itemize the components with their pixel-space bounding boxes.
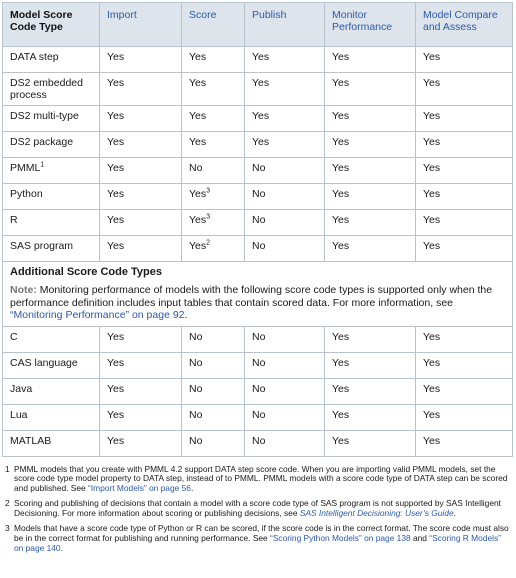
cell-model-compare <box>416 132 513 158</box>
cell-score-code-type <box>3 184 100 210</box>
document-page <box>2 2 512 559</box>
cell-monitor-performance-text: Yes <box>332 110 350 122</box>
cell-import <box>100 236 182 262</box>
cell-monitor-performance <box>325 73 416 106</box>
cell-publish <box>245 158 325 184</box>
cell-monitor-performance <box>325 210 416 236</box>
cell-monitor-performance-text: Yes <box>332 77 350 89</box>
cell-monitor-performance <box>325 236 416 262</box>
cell-monitor-performance-text: Yes <box>332 240 350 252</box>
cell-import-text: Yes <box>107 188 125 200</box>
footnote-text: PMML models that you create with PMML 4.2 support DATA step score code. When you are importing valid PMML models, set the score code type model property to DATA step, instead of to PMML. PMML models with a score code type of DATA step can be scored and published. See <box>14 463 508 493</box>
cell-score-text: No <box>189 382 203 395</box>
cell-score-text: Yes <box>189 110 207 122</box>
header-model-compare-and-assess: Model Compare and Assess <box>416 3 513 47</box>
table-row <box>3 73 513 106</box>
footnote-link[interactable]: “Scoring R Models” on page 140 <box>14 533 501 553</box>
cell-publish-text: Yes <box>252 77 270 89</box>
main-table-body <box>3 47 513 262</box>
cell-publish-text: No <box>252 356 266 369</box>
table-row <box>3 132 513 158</box>
table-row <box>3 352 513 378</box>
footnote-ref: 1 <box>40 161 45 169</box>
cell-score-code-type-text: CAS language <box>10 356 78 369</box>
cell-score-code-type-text: C <box>10 330 18 343</box>
cell-monitor-performance-text: Yes <box>332 136 350 148</box>
cell-import <box>100 352 182 378</box>
cell-publish <box>245 73 325 106</box>
cell-model-compare-text: Yes <box>423 240 441 252</box>
cell-model-compare <box>416 158 513 184</box>
cell-score-code-type-text: Python <box>10 188 43 200</box>
cell-score-text: Yes <box>189 214 207 226</box>
cell-score-text: No <box>189 162 203 174</box>
additional-table-body <box>3 326 513 456</box>
note-end: . <box>184 309 188 321</box>
cell-import-text: Yes <box>107 240 125 252</box>
cell-score-code-type-text: DS2 embedded process <box>10 77 83 101</box>
additional-section-cell <box>3 262 513 327</box>
cell-model-compare-text: Yes <box>423 110 441 122</box>
cell-import <box>100 430 182 456</box>
cell-score <box>182 352 245 378</box>
header-model-score-code-type: Model Score Code Type <box>3 3 100 47</box>
cell-import-text: Yes <box>107 162 125 174</box>
cell-score-text: No <box>189 434 203 447</box>
cell-score-code-type <box>3 210 100 236</box>
cell-monitor-performance-text: Yes <box>332 162 350 174</box>
cell-publish-text: Yes <box>252 136 270 148</box>
cell-score-code-type <box>3 47 100 73</box>
cell-score-text: Yes <box>189 77 207 89</box>
footnote-text: and <box>410 533 430 544</box>
footnote-link[interactable]: “Scoring Python Models” on page 138 <box>270 533 411 544</box>
footnote-link[interactable]: “Import Models” on page 56 <box>88 482 191 493</box>
cell-monitor-performance-text: Yes <box>332 434 350 447</box>
footnote-2 <box>2 499 512 518</box>
cell-import-text: Yes <box>107 77 125 89</box>
cell-import <box>100 132 182 158</box>
cell-score-text: No <box>189 330 203 343</box>
footnote-number: 3 <box>5 523 10 534</box>
cell-model-compare <box>416 236 513 262</box>
cell-monitor-performance-text: Yes <box>332 51 350 63</box>
cell-publish <box>245 378 325 404</box>
footnotes <box>2 465 512 554</box>
cell-publish <box>245 352 325 378</box>
cell-import-text: Yes <box>107 356 125 369</box>
cell-monitor-performance-text: Yes <box>332 188 350 200</box>
note-label: Note: <box>10 284 37 296</box>
cell-score-code-type-text: SAS program <box>10 240 74 252</box>
cell-score-code-type <box>3 132 100 158</box>
cell-score-text: No <box>189 356 203 369</box>
cell-publish <box>245 430 325 456</box>
cell-score-code-type <box>3 326 100 352</box>
cell-score-text: Yes <box>189 51 207 63</box>
cell-publish <box>245 106 325 132</box>
header-publish: Publish <box>245 3 325 47</box>
cell-model-compare <box>416 430 513 456</box>
cell-score-code-type <box>3 73 100 106</box>
cell-monitor-performance <box>325 47 416 73</box>
cell-import-text: Yes <box>107 434 125 447</box>
cell-score <box>182 378 245 404</box>
cell-model-compare <box>416 106 513 132</box>
cell-model-compare-text: Yes <box>423 330 441 343</box>
footnote-text: . <box>453 507 456 518</box>
cell-score-code-type <box>3 378 100 404</box>
cell-publish <box>245 236 325 262</box>
cell-import-text: Yes <box>107 382 125 395</box>
cell-publish <box>245 184 325 210</box>
header-monitor-performance: Monitor Performance <box>325 3 416 47</box>
footnote-number: 1 <box>5 463 10 474</box>
footnote-ref: 3 <box>206 187 211 195</box>
cell-monitor-performance <box>325 326 416 352</box>
footnote-doc-title: SAS Intelligent Decisioning: User’s Guide <box>299 507 454 518</box>
cell-import <box>100 210 182 236</box>
cell-model-compare <box>416 210 513 236</box>
cell-publish-text: No <box>252 382 266 395</box>
cell-monitor-performance <box>325 158 416 184</box>
cell-publish-text: No <box>252 408 266 421</box>
cell-monitor-performance <box>325 106 416 132</box>
cell-publish-text: No <box>252 188 266 200</box>
cell-model-compare <box>416 352 513 378</box>
cell-import <box>100 106 182 132</box>
table-row <box>3 430 513 456</box>
cell-model-compare-text: Yes <box>423 51 441 63</box>
table-row <box>3 378 513 404</box>
table-row <box>3 210 513 236</box>
cell-score-code-type <box>3 430 100 456</box>
cell-model-compare <box>416 404 513 430</box>
cell-monitor-performance <box>325 430 416 456</box>
cell-publish-text: No <box>252 240 266 252</box>
cell-score-code-type <box>3 236 100 262</box>
cell-monitor-performance <box>325 378 416 404</box>
cell-import <box>100 378 182 404</box>
cell-publish-text: No <box>252 434 266 447</box>
additional-section-row <box>3 262 513 327</box>
footnote-1 <box>2 465 512 494</box>
cell-score-code-type-text: Java <box>10 382 33 395</box>
cell-publish <box>245 404 325 430</box>
monitoring-performance-link[interactable]: “Monitoring Performance” on page 92 <box>10 309 185 321</box>
cell-monitor-performance-text: Yes <box>332 330 350 343</box>
cell-publish-text: No <box>252 162 266 174</box>
cell-import <box>100 158 182 184</box>
header-score: Score <box>182 3 245 47</box>
cell-score <box>182 326 245 352</box>
cell-import <box>100 326 182 352</box>
cell-publish-text: Yes <box>252 51 270 63</box>
footnote-text: . <box>190 482 194 493</box>
cell-score-text: No <box>189 408 203 421</box>
cell-score <box>182 184 245 210</box>
table-row <box>3 158 513 184</box>
cell-import <box>100 73 182 106</box>
cell-score <box>182 430 245 456</box>
cell-score-code-type-text: DS2 multi-type <box>10 110 79 122</box>
footnote-number: 2 <box>5 498 10 509</box>
cell-monitor-performance-text: Yes <box>332 408 350 421</box>
cell-model-compare-text: Yes <box>423 408 441 421</box>
cell-import-text: Yes <box>107 214 125 226</box>
cell-model-compare-text: Yes <box>423 188 441 200</box>
cell-publish <box>245 326 325 352</box>
cell-score-code-type-text: DATA step <box>10 51 59 63</box>
footnote-text: Models that have a score code type of Python or R can be scored, if the score code is in the correct format. The score code must also be in the correct format for publishing and running performance. See <box>14 523 509 544</box>
additional-section-title: Additional Score Code Types <box>10 266 162 278</box>
cell-publish-text: No <box>252 214 266 226</box>
table-row <box>3 106 513 132</box>
cell-import <box>100 47 182 73</box>
cell-import <box>100 184 182 210</box>
footnote-ref: 3 <box>206 213 211 221</box>
footnote-ref: 2 <box>206 239 211 247</box>
cell-model-compare-text: Yes <box>423 162 441 174</box>
cell-score-code-type <box>3 404 100 430</box>
cell-monitor-performance <box>325 404 416 430</box>
cell-model-compare-text: Yes <box>423 356 441 369</box>
cell-score-code-type <box>3 158 100 184</box>
note-text: Monitoring performance of models with the following score code types is supported only when the performance definition includes input tables that contain scored data. For more information, see <box>10 284 493 309</box>
header-import: Import <box>100 3 182 47</box>
cell-model-compare-text: Yes <box>423 214 441 226</box>
cell-model-compare-text: Yes <box>423 382 441 395</box>
cell-score <box>182 210 245 236</box>
cell-score <box>182 106 245 132</box>
table-row <box>3 236 513 262</box>
cell-score-code-type-text: Lua <box>10 408 28 421</box>
table-row <box>3 47 513 73</box>
cell-model-compare-text: Yes <box>423 77 441 89</box>
cell-monitor-performance-text: Yes <box>332 382 350 395</box>
cell-score <box>182 236 245 262</box>
cell-score-text: Yes <box>189 240 207 252</box>
cell-model-compare-text: Yes <box>423 136 441 148</box>
cell-publish <box>245 210 325 236</box>
cell-score <box>182 404 245 430</box>
cell-model-compare <box>416 378 513 404</box>
cell-score-text: Yes <box>189 188 207 200</box>
cell-model-compare <box>416 184 513 210</box>
cell-score-code-type-text: MATLAB <box>10 434 52 447</box>
cell-score-code-type-text: PMML <box>10 162 41 174</box>
cell-import-text: Yes <box>107 136 125 148</box>
cell-publish-text: No <box>252 330 266 343</box>
cell-model-compare-text: Yes <box>423 434 441 447</box>
cell-model-compare <box>416 326 513 352</box>
footnote-text: Scoring and publishing of decisions that contain a model with a score code type of SAS program is not supported by SAS Intelligent Decisioning. For more information about scoring or publishing decisions, see <box>14 498 501 518</box>
cell-monitor-performance <box>325 184 416 210</box>
cell-publish <box>245 47 325 73</box>
cell-import-text: Yes <box>107 110 125 122</box>
cell-model-compare <box>416 47 513 73</box>
cell-import-text: Yes <box>107 330 125 343</box>
cell-score-code-type <box>3 106 100 132</box>
cell-monitor-performance <box>325 352 416 378</box>
cell-score <box>182 132 245 158</box>
cell-monitor-performance <box>325 132 416 158</box>
cell-score-code-type-text: DS2 package <box>10 136 74 148</box>
cell-score-code-type-text: R <box>10 214 18 226</box>
footnote-text: . <box>60 542 63 553</box>
cell-import-text: Yes <box>107 408 125 421</box>
cell-score <box>182 158 245 184</box>
cell-score-text: Yes <box>189 136 207 148</box>
cell-score-code-type <box>3 352 100 378</box>
cell-model-compare <box>416 73 513 106</box>
cell-publish <box>245 132 325 158</box>
cell-score <box>182 73 245 106</box>
cell-import-text: Yes <box>107 51 125 63</box>
footnote-3 <box>2 524 512 553</box>
table-row <box>3 184 513 210</box>
cell-publish-text: Yes <box>252 110 270 122</box>
cell-import <box>100 404 182 430</box>
cell-monitor-performance-text: Yes <box>332 214 350 226</box>
table-row <box>3 404 513 430</box>
additional-section-note <box>10 284 506 322</box>
cell-score <box>182 47 245 73</box>
cell-monitor-performance-text: Yes <box>332 356 350 369</box>
table-row <box>3 326 513 352</box>
score-code-support-table <box>2 2 513 457</box>
table-header-row <box>3 3 513 47</box>
